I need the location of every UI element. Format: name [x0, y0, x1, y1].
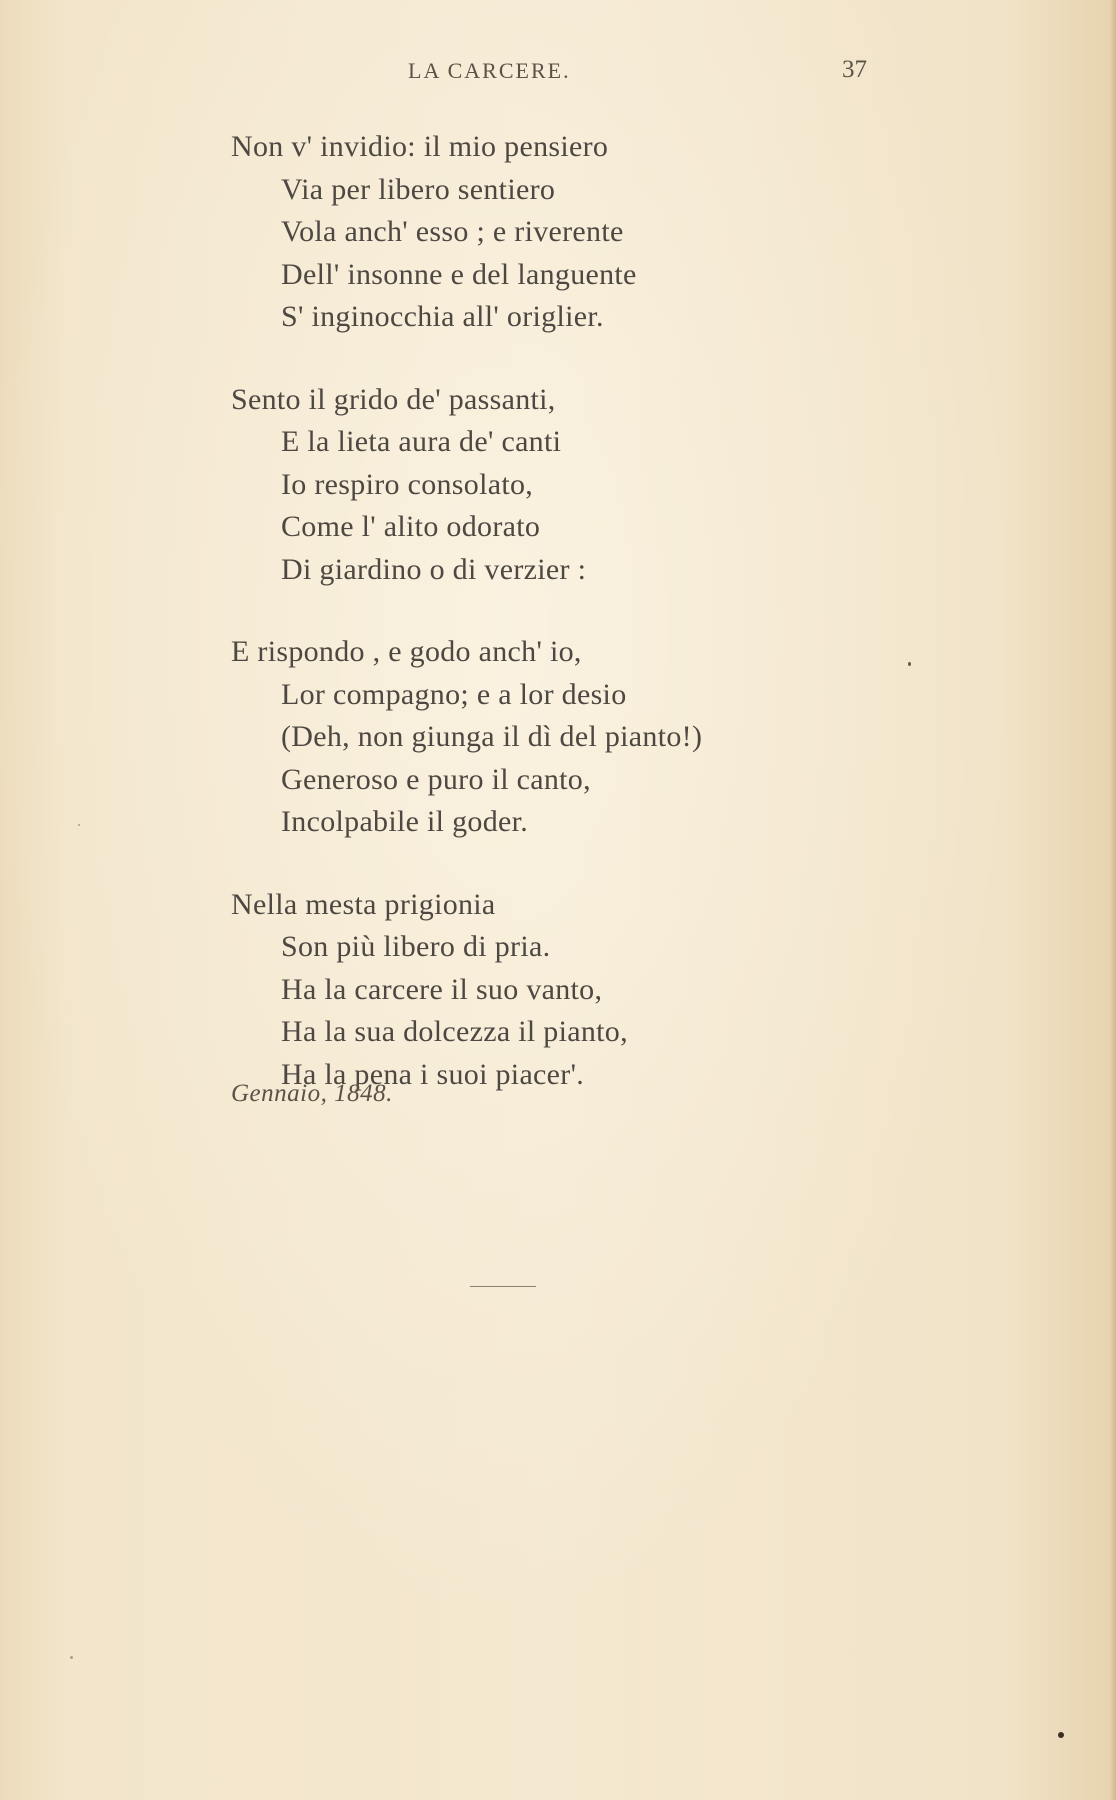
paper-speck: [78, 824, 80, 826]
paper-speck: [70, 1656, 73, 1659]
verse-line: Io respiro consolato,: [281, 467, 534, 501]
verse-line: Non v' invidio: il mio pensiero: [231, 130, 609, 163]
verse-line: Generoso e puro il canto,: [281, 762, 591, 796]
page-edge-shadow: [1110, 0, 1116, 1800]
stanza-2: [231, 379, 871, 592]
verse-line: E la lieta aura de' canti: [281, 425, 562, 458]
verse-line: Come l' alito odorato: [281, 510, 541, 543]
stanza-4: [231, 884, 871, 1097]
verse-line: Son più libero di pria.: [281, 930, 551, 963]
page-number: 37: [842, 56, 867, 83]
paper-speck: [908, 662, 911, 666]
verse-line: Sento il grido de' passanti,: [231, 382, 556, 416]
verse-line: Incolpabile il goder.: [281, 805, 529, 838]
poem-body: [231, 126, 871, 1136]
verse-line: Via per libero sentiero: [281, 172, 556, 206]
verse-line: Vola anch' esso ; e riverente: [281, 215, 624, 248]
verse-line: Di giardino o di verzier :: [281, 552, 587, 586]
verse-line: E rispondo , e godo anch' io,: [231, 635, 582, 668]
section-divider-rule: [470, 1286, 536, 1287]
stanza-1: [231, 126, 871, 339]
verse-line: Lor compagno; e a lor desio: [281, 677, 627, 711]
poem-date: Gennaio, 1848.: [231, 1080, 393, 1107]
paper-speck: [1058, 1732, 1064, 1738]
running-head: LA CARCERE.: [408, 58, 571, 83]
stanza-3: [231, 631, 871, 844]
verse-line: Ha la pena i suoi piacer'.: [281, 1057, 585, 1091]
verse-line: Ha la sua dolcezza il pianto,: [281, 1015, 628, 1048]
verse-line: Ha la carcere il suo vanto,: [281, 972, 603, 1006]
verse-line: (Deh, non giunga il dì del pianto!): [281, 720, 703, 753]
verse-line: Dell' insonne e del languente: [281, 257, 637, 291]
verse-line: S' inginocchia all' origlier.: [281, 300, 604, 333]
verse-line: Nella mesta prigionia: [231, 887, 496, 921]
